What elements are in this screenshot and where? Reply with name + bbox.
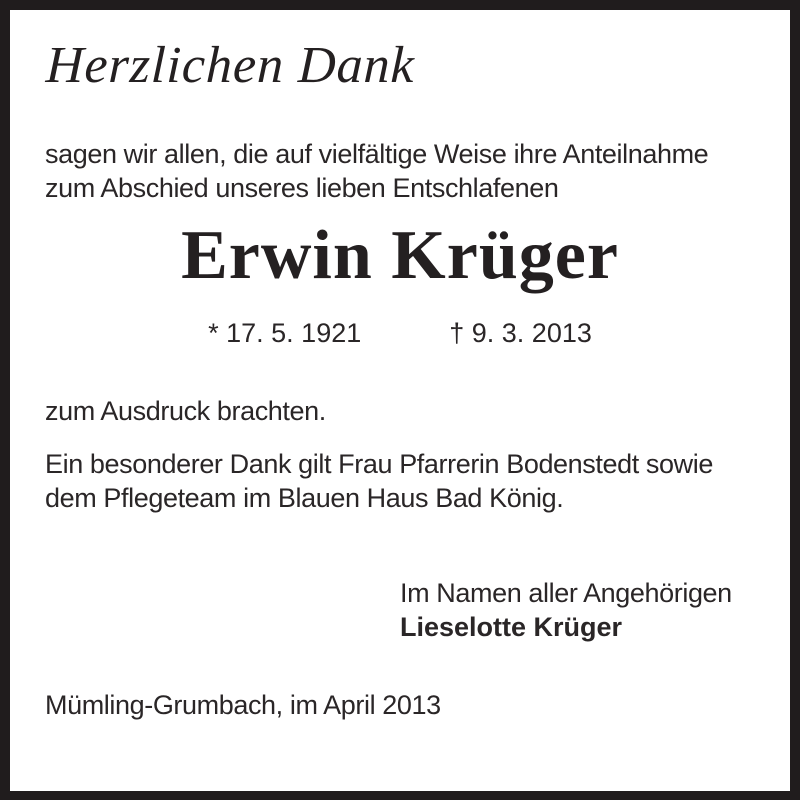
special-thanks-paragraph bbox=[45, 447, 713, 515]
intro-line-2: zum Abschied unseres lieben Entschlafenen bbox=[45, 173, 559, 203]
headline-script: Herzlichen Dank bbox=[45, 37, 416, 94]
special-thanks-line-1: Ein besonderer Dank gilt Frau Pfarrerin Bodenstedt sowie bbox=[45, 449, 713, 479]
birth-date: * 17. 5. 1921 bbox=[208, 318, 362, 348]
outro-line: zum Ausdruck brachten. bbox=[45, 396, 326, 426]
special-thanks-line-2: dem Pflegeteam im Blauen Haus Bad König. bbox=[45, 483, 564, 513]
intro-paragraph bbox=[45, 137, 708, 205]
signature-block bbox=[400, 576, 732, 644]
life-dates-row bbox=[10, 318, 790, 349]
deceased-name: Erwin Krüger bbox=[181, 217, 619, 294]
intro-line-1: sagen wir allen, die auf vielfältige Weise ihre Anteilnahme bbox=[45, 139, 709, 169]
signature-intro: Im Namen aller Angehörigen bbox=[400, 578, 732, 608]
signature-name: Lieselotte Krüger bbox=[400, 612, 623, 642]
death-date: † 9. 3. 2013 bbox=[449, 318, 592, 348]
place-and-date: Mümling-Grumbach, im April 2013 bbox=[45, 690, 441, 720]
